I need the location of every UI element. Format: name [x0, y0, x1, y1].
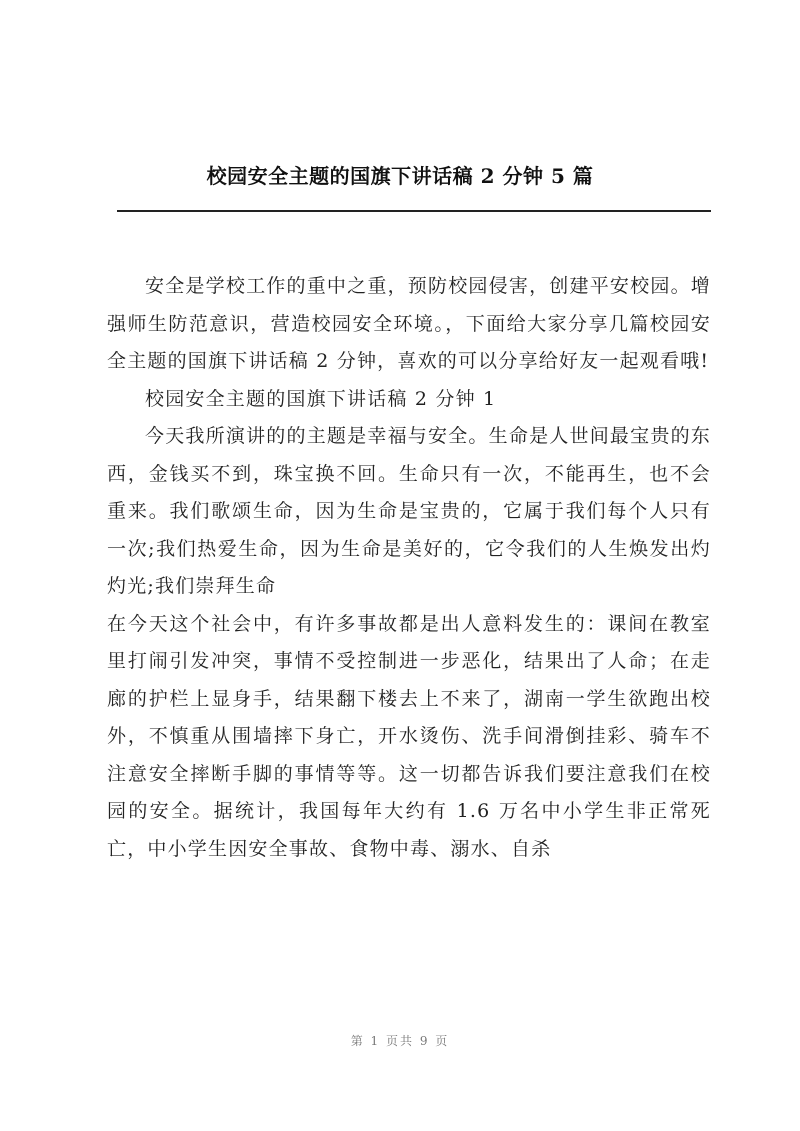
page-footer: 第 1 页共 9 页 — [350, 1034, 450, 1048]
body-paragraph: 今天我所演讲的的主题是幸福与安全。生命是人世间最宝贵的东西，金钱买不到，珠宝换不回。生命只有一次，不能再生，也不会重来。我们歌颂生命，因为生命是宝贵的，它属于我们每个人只有一次;我们热爱生命，因为生命是美好的，它令我们的人生焕发出灼灼光;我们崇拜生命 — [107, 425, 711, 597]
document-body — [107, 268, 711, 868]
body-paragraph: 在今天这个社会中，有许多事故都是出人意料发生的：课间在教室里打闹引发冲突，事情不受控制进一步恶化，结果出了人命；在走廊的护栏上显身手，结果翻下楼去上不来了，湖南一学生欲跑出校外，不慎重从围墙摔下身亡，开水烫伤、洗手间滑倒挂彩、骑车不注意安全摔断手脚的事情等等。这一切都告诉我们要注意我们在校园的安全。据统计，我国每年大约有 1.6 万名中小学生非正常死亡，中小学生因安全事故、食物中毒、溺水、自杀 — [107, 612, 711, 860]
document-title: 校园安全主题的国旗下讲话稿 2 分钟 5 篇 — [206, 164, 594, 188]
section-heading: 校园安全主题的国旗下讲话稿 2 分钟 1 — [145, 387, 497, 410]
intro-paragraph: 安全是学校工作的重中之重，预防校园侵害，创建平安校园。增强师生防范意识，营造校园安全环境。，下面给大家分享几篇校园安全主题的国旗下讲话稿 2 分钟，喜欢的可以分享给好友一起观看哦! — [107, 275, 711, 372]
title-divider — [117, 210, 711, 212]
